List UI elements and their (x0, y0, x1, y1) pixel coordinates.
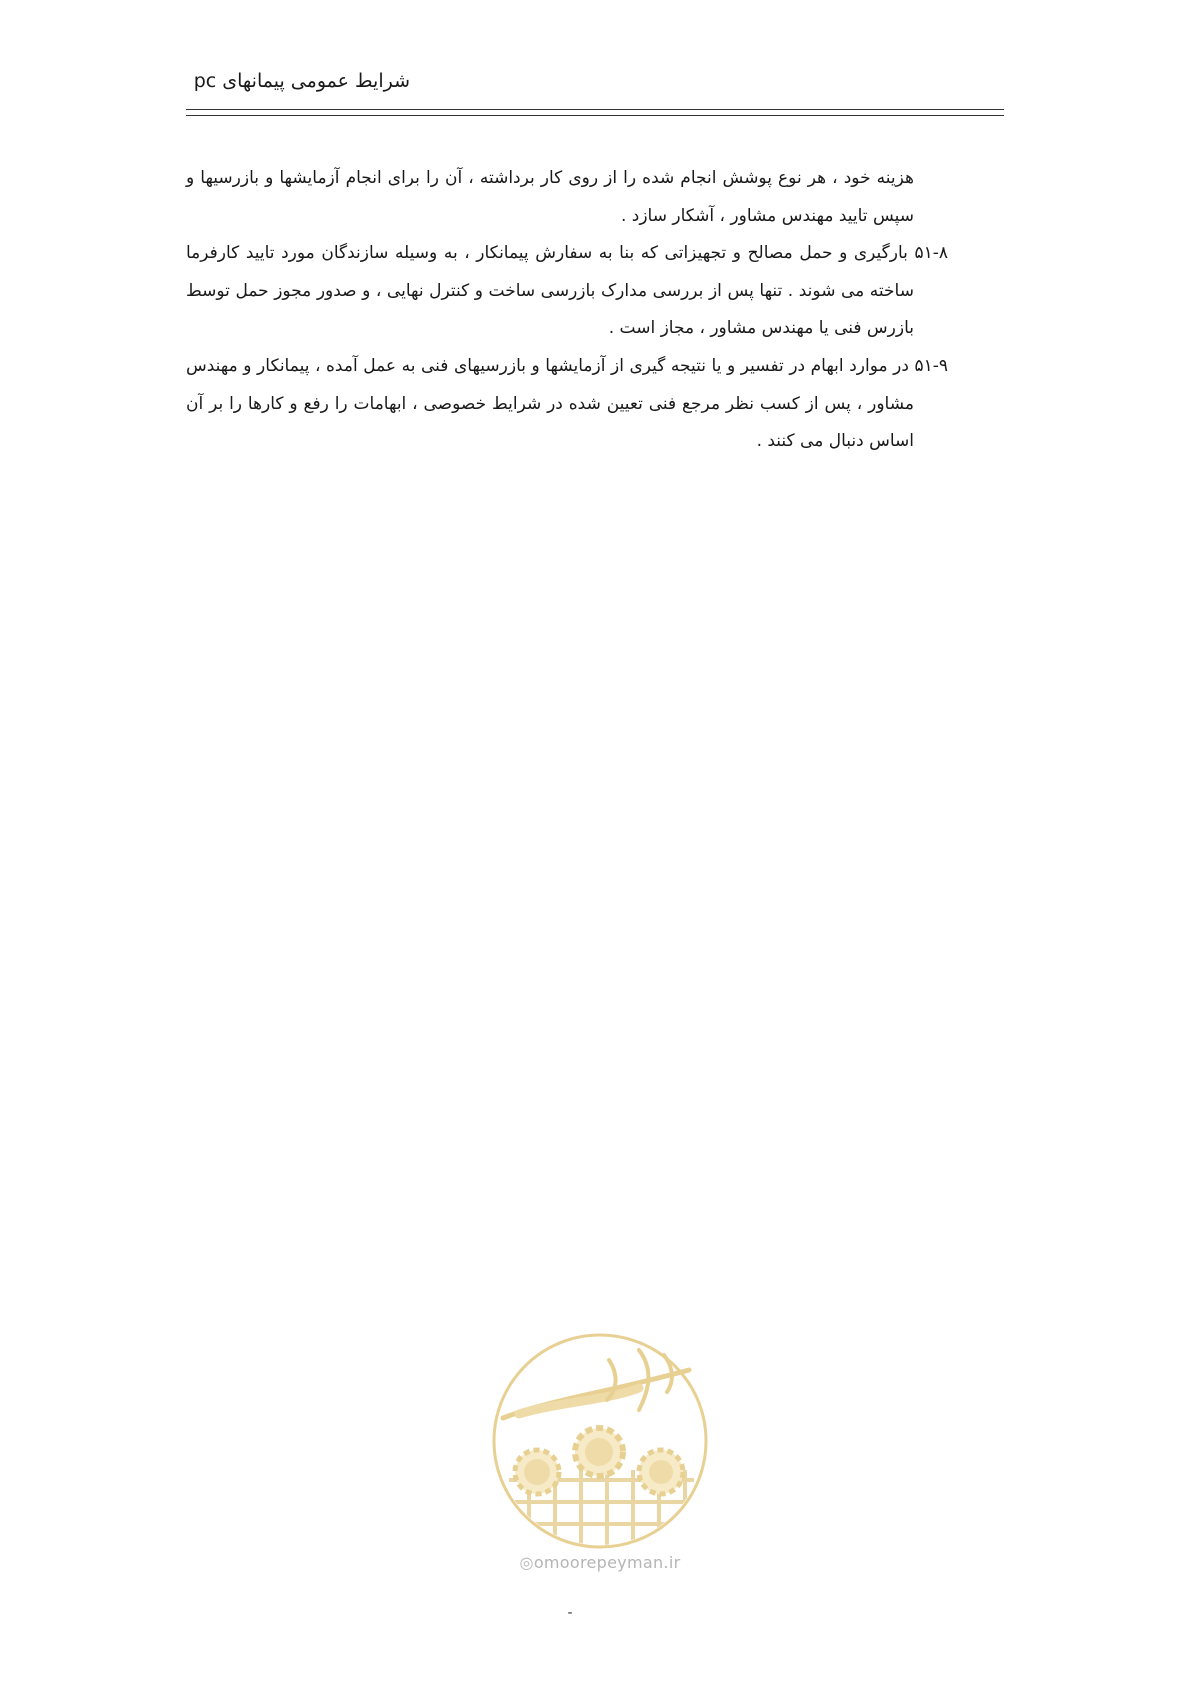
page-number: - (567, 1605, 573, 1621)
watermark-logo (489, 1330, 711, 1552)
paragraph-continued: هزینه خود ، هر نوع پوشش انجام شده را از روی کار برداشته ، آن را برای انجام آزمایشها و بازرسیها و سپس تایید مهندس مشاور ، آشکار سازد . (186, 168, 914, 226)
document-body (186, 160, 948, 461)
watermark-url (500, 1553, 700, 1572)
globe-icon: ◎ (519, 1553, 534, 1572)
clause-51-8: ۵۱-۸ بارگیری و حمل مصالح و تجهیزاتی که بنا به سفارش پیمانکار ، به وسیله سازندگان مورد تایید کارفرما ساخته می شوند . تنها پس از بررسی مدارک بازرسی ساخت و کنترل نهایی ، و صدور مجوز حمل توسط بازرس فنی یا مهندس مشاور ، مجاز است . (186, 243, 948, 339)
page-header-title: شرایط عمومی پیمانهای pc (193, 70, 410, 92)
watermark-url-text: omoorepeyman.ir (533, 1553, 681, 1572)
clause-51-9: ۵۱-۹ در موارد ابهام در تفسیر و یا نتیجه گیری از آزمایشها و بازرسیهای فنی به عمل آمده ، پیمانکار و مهندس مشاور ، پس از کسب نظر مرجع فنی تعیین شده در شرایط خصوصی ، ابهامات را رفع و کارها را بر آن اساس دنبال می کنند . (186, 355, 948, 452)
header-double-rule (186, 109, 1004, 116)
